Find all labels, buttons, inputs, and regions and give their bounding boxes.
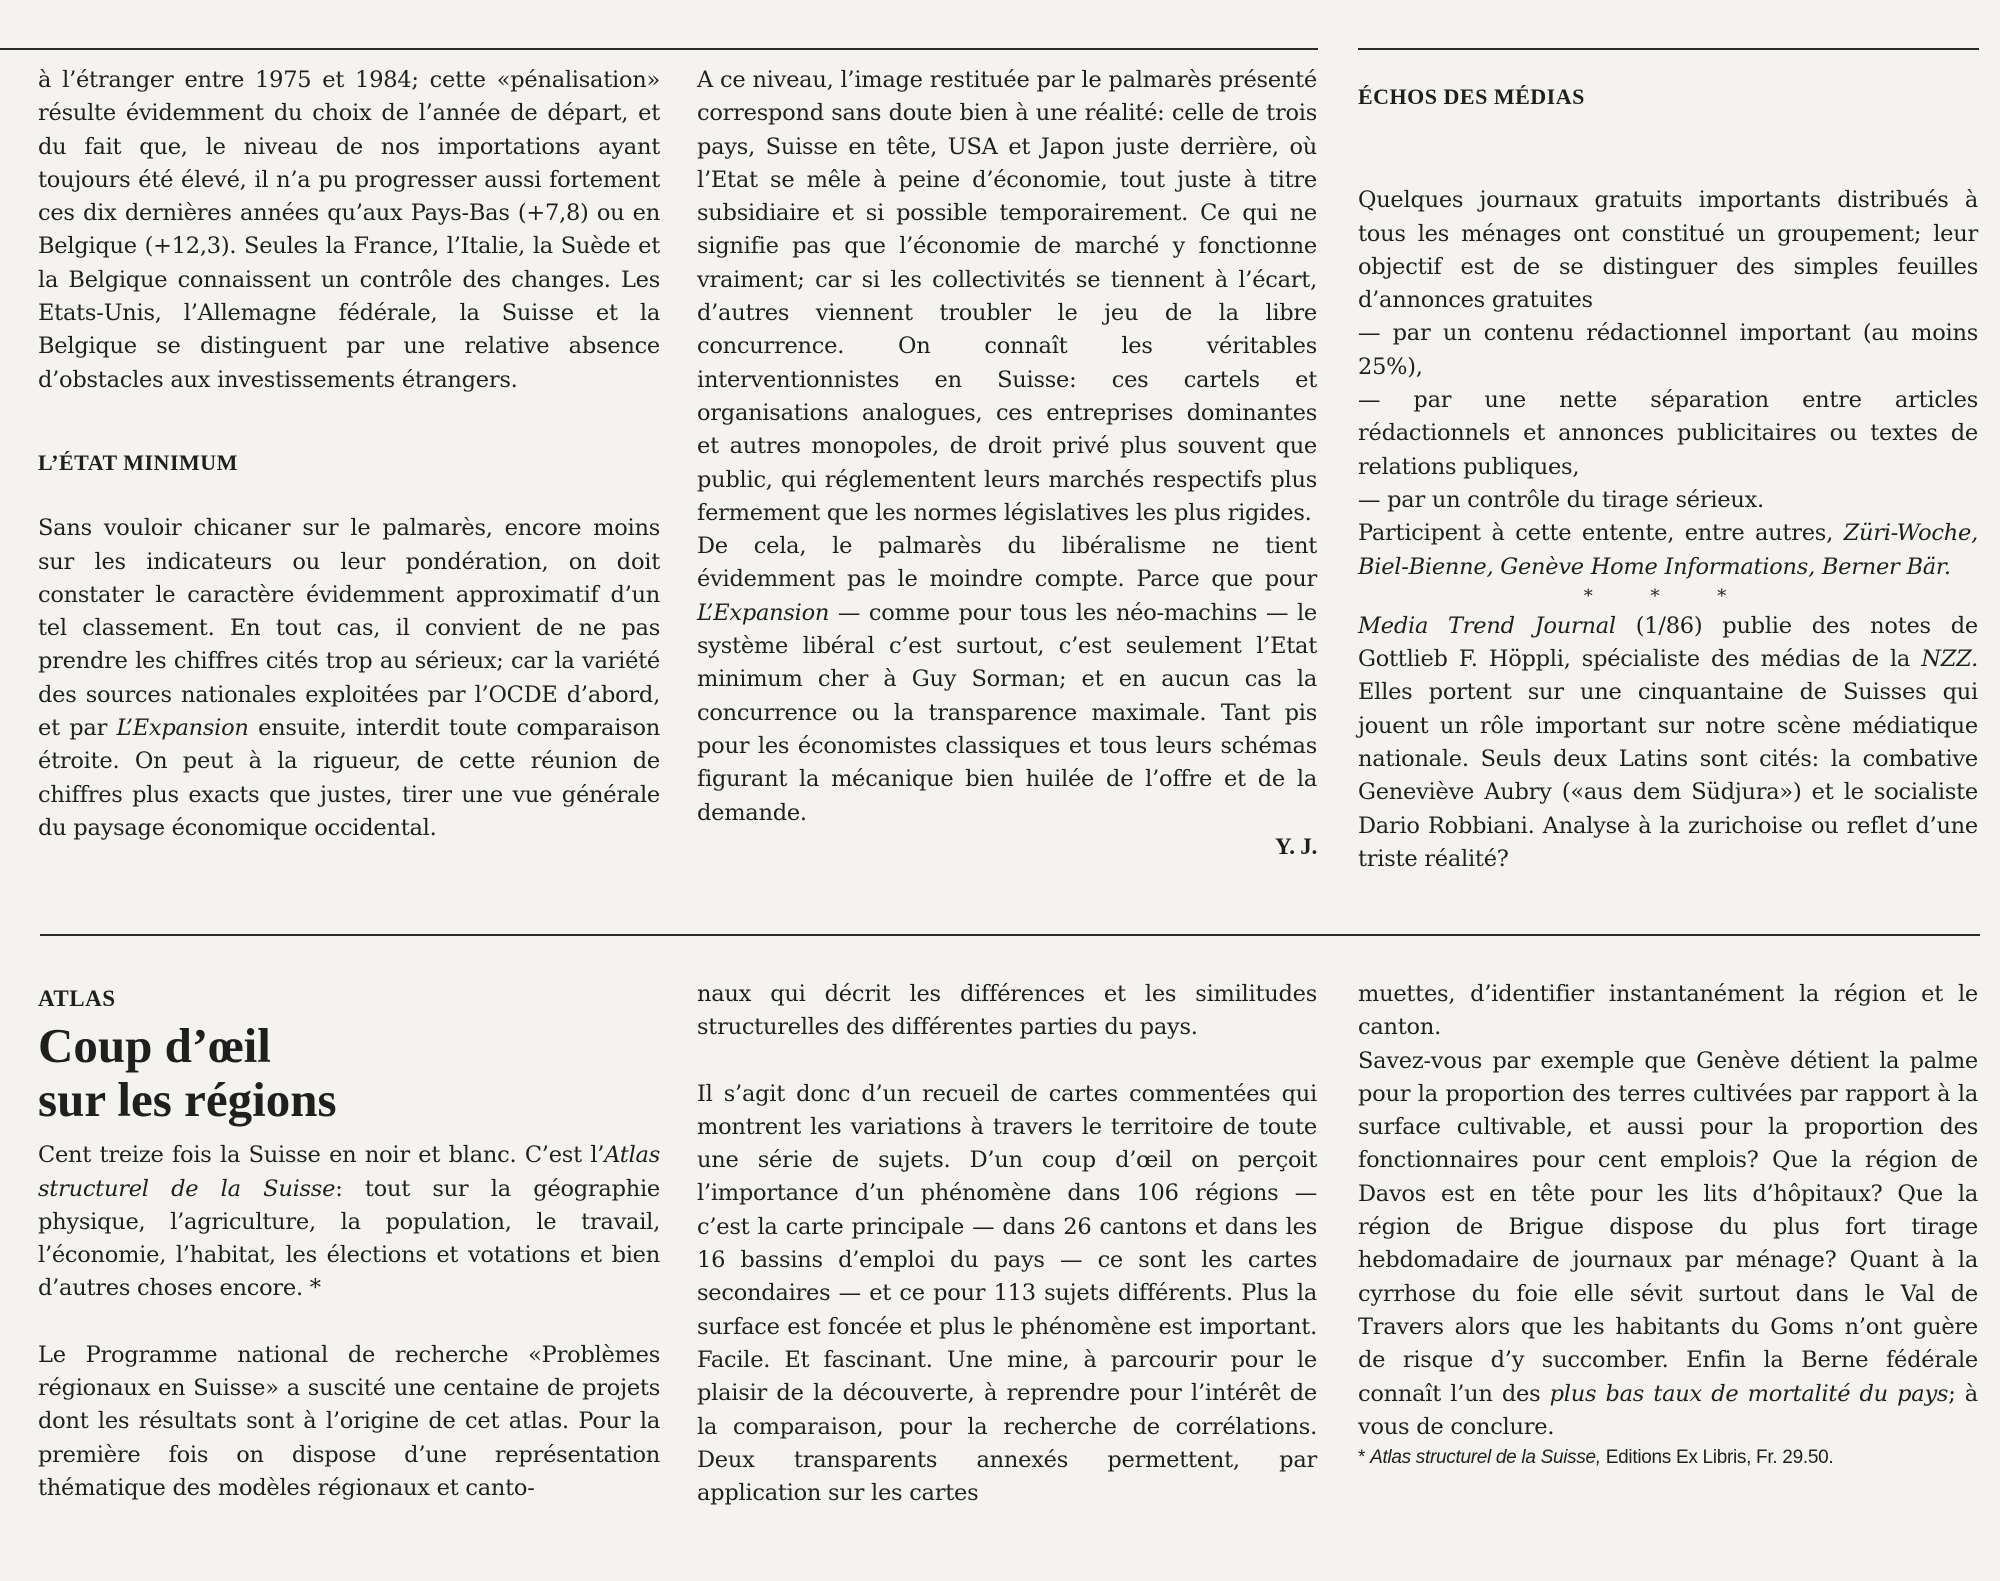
author-signature: Y. J. [1275, 833, 1317, 859]
footnote: * Atlas structurel de la Suisse, Editions Ex Libris, Fr. 29.50. [1358, 1447, 1834, 1469]
top-column-2 [697, 64, 1317, 863]
bottom-column-2 [697, 978, 1317, 1510]
body-paragraph: Participent à cette entente, entre autres, Züri-Woche, Biel-Bienne, Genève Home Informations, Berner Bär. [1358, 520, 1978, 580]
body-paragraph: Il s’agit donc d’un recueil de cartes commentées qui montrent les variations à travers le territoire de toute une série de sujets. D’un coup d’œil on perçoit l’importance d’un phénomène dans 106 régions — c’est la carte principale — dans 26 cantons et dans les 16 bassins d’emploi du pays — ce sont les cartes secondaires — et ce pour 113 sujets différents. Plus la surface est foncée et plus le phénomène est important. Facile. Et fascinant. Une mine, à parcourir pour le plaisir de la découverte, à reprendre pour l’intérêt de la comparaison, pour la recherche de corrélations. Deux transparents annexés permettent, par application sur les cartes [697, 1080, 1317, 1507]
body-paragraph: muettes, d’identifier instantanément la région et le canton. [1358, 981, 1978, 1041]
list-item: — par un contenu rédactionnel important (au moins 25%), [1358, 320, 1978, 380]
body-paragraph: A ce niveau, l’image restituée par le palmarès présenté correspond sans doute bien à une réalité: celle de trois pays, Suisse en tête, USA et Japon juste derrière, où l’Etat se mêle à peine d’économie, tout juste à titre subsidiaire et si possible temporairement. Ce qui ne signifie pas que l’économie de marché y fonctionne vraiment; car si les collectivités se tiennent à l’écart, d’autres viennent troubler le jeu de la libre concurrence. On connaît les véritables interventionnistes en Suisse: ces cartels et organisations analogues, ces entreprises dominantes et autres monopoles, de droit privé plus souvent que public, qui réglementent leurs marchés respectifs plus fermement que les normes législatives les plus rigides. [697, 67, 1317, 526]
title-line-2: sur les régions [38, 1072, 337, 1128]
article-kicker: ATLAS [38, 986, 116, 1011]
top-column-1 [38, 64, 660, 845]
body-paragraph: Cent treize fois la Suisse en noir et blanc. C’est l’Atlas structurel de la Suisse: tout sur la géographie physique, l’agriculture, la population, le travail, l’économie, l’habitat, les élections et votations et bien d’autres choses encore. * [38, 1142, 661, 1302]
body-paragraph: De cela, le palmarès du libéralisme ne tient évidemment pas le moindre compte. Parce que pour L’Expansion — comme pour tous les néo-machins — le système libéral c’est surtout, c’est seulement l’Etat minimum cher à Guy Sorman; et en aucun cas la concurrence ou la transparence maximale. Tant pis pour les économistes classiques et tous leurs schémas figurant la mécanique bien huilée de l’offre et de la demande. [697, 533, 1317, 826]
body-paragraph: naux qui décrit les différences et les similitudes structurelles des différentes parties du pays. [697, 981, 1317, 1041]
body-paragraph: Sans vouloir chicaner sur le palmarès, encore moins sur les indicateurs ou leur pondération, on doit constater le caractère évidemment approximatif d’un tel classement. En tout cas, il convient de ne pas prendre les chiffres cités trop au sérieux; car la variété des sources nationales exploitées par l’OCDE d’abord, et par L’Expansion ensuite, interdit toute comparaison étroite. On peut à la rigueur, de cette réunion de chiffres plus exacts que justes, tirer une vue générale du paysage économique occidental. [38, 515, 660, 841]
body-paragraph: Media Trend Journal (1/86) publie des notes de Gottlieb F. Höppli, spécialiste des médias de la NZZ. Elles portent sur une cinquantaine de Suisses qui jouent un rôle important sur notre scène médiatique nationale. Seuls deux Latins sont cités: la combative Geneviève Aubry («aus dem Südjura») et le socialiste Dario Robbiani. Analyse à la zurichoise ou reflet d’une triste réalité? [1358, 612, 1978, 872]
top-rule-right [1358, 48, 1979, 50]
middle-rule [40, 934, 1980, 936]
list-item: — par un contrôle du tirage sérieux. [1358, 486, 1764, 513]
section-heading-echos-des-medias: ÉCHOS DES MÉDIAS [1358, 84, 1585, 109]
body-paragraph: Le Programme national de recherche «Problèmes régionaux en Suisse» a suscité une centaine de projets dont les résultats sont à l’origine de cet atlas. Pour la première fois on dispose d’une représentation thématique des modèles régionaux et canto- [38, 1341, 660, 1501]
title-line-1: Coup d’œil [38, 1018, 271, 1074]
body-paragraph: Savez-vous par exemple que Genève détient la palme pour la proportion des terres cultivées par rapport à la surface cultivable, et aussi pour la proportion des fonctionnaires pour cent emplois? Que la région de Davos est en tête pour les lits d’hôpitaux? Que la région de Brigue dispose du plus fort tirage hebdomadaire de journaux par ménage? Quant à la cyrrhose du foie elle sévit surtout dans le Val de Travers alors que les habitants du Goms n’ont guère de risque d’y succomber. Enfin la Berne fédérale connaît l’un des plus bas taux de mortalité du pays; à vous de conclure. [1358, 1047, 1978, 1440]
list-item: — par une nette séparation entre articles rédactionnels et annonces publicitaires ou textes de relations publiques, [1358, 387, 1978, 480]
bottom-column-1 [38, 982, 660, 1505]
separator-stars: * * * [1583, 585, 1753, 607]
bottom-column-3 [1358, 978, 1978, 1471]
body-paragraph: à l’étranger entre 1975 et 1984; cette «pénalisation» résulte évidemment du choix de l’année de départ, et du fait que, le niveau de nos importations ayant toujours été élevé, il n’a pu progresser aussi fortement ces dix dernières années qu’aux Pays-Bas (+7,8) ou en Belgique (+12,3). Seules la France, l’Italie, la Suède et la Belgique connaissent un contrôle des changes. Les Etats-Unis, l’Allemagne fédérale, la Suisse et la Belgique se distinguent par une relative absence d’obstacles aux investissements étrangers. [38, 67, 660, 393]
article-title [38, 1019, 660, 1127]
top-rule-left [0, 48, 1318, 50]
top-column-3 [1358, 80, 1978, 876]
section-heading-etat-minimum: L’ÉTAT MINIMUM [38, 449, 238, 475]
body-paragraph: Quelques journaux gratuits importants distribués à tous les ménages ont constitué un groupement; leur objectif est de se distinguer des simples feuilles d’annonces gratuites [1358, 187, 1978, 314]
